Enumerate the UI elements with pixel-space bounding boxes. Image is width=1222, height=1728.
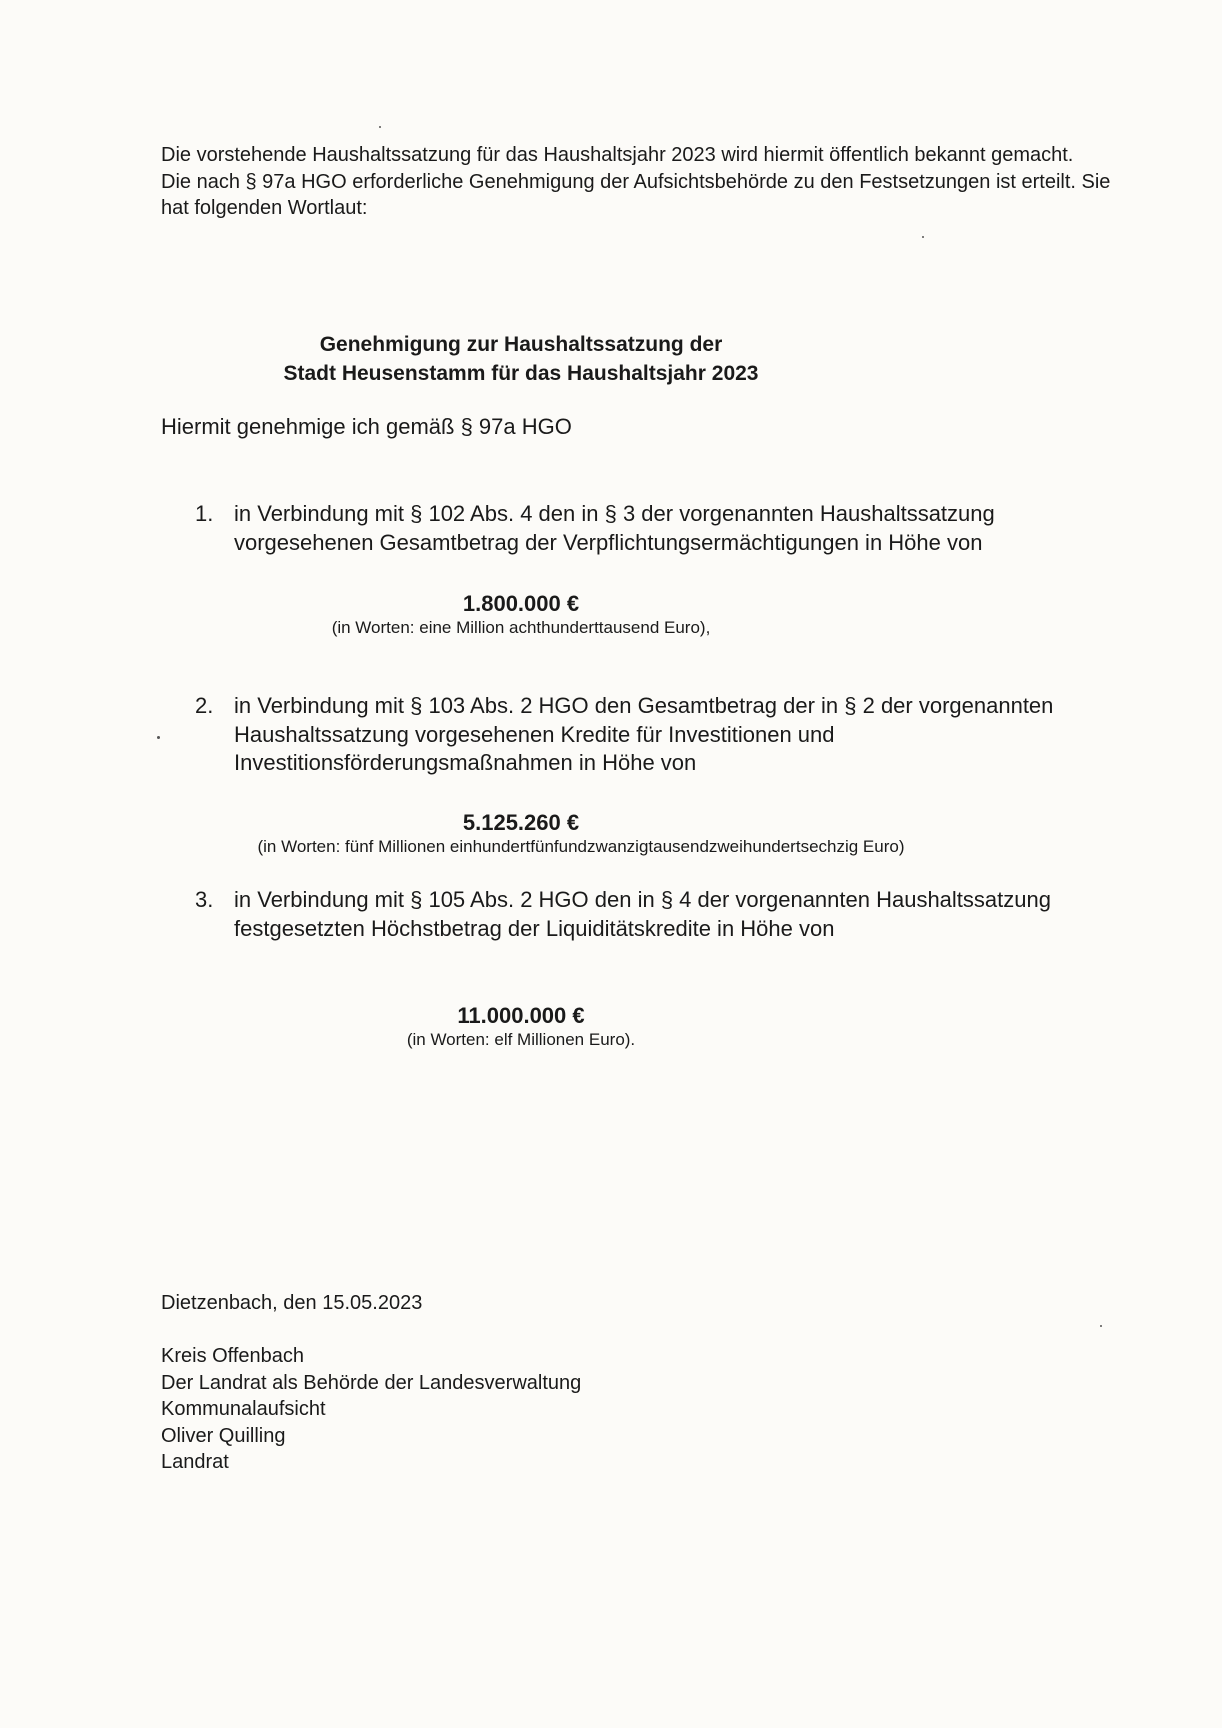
signature-block: [161, 1343, 581, 1476]
approval-item-3: [195, 886, 1095, 943]
title-line-2: Stadt Heusenstamm für das Haushaltsjahr 2023: [283, 362, 759, 385]
title-line-1: Genehmigung zur Haushaltssatzung der: [319, 333, 723, 356]
intro-text: [161, 142, 1121, 222]
signature-line-2: Der Landrat als Behörde der Landesverwaltung: [161, 1371, 582, 1394]
amount-3: 11.000.000 €: [457, 1003, 585, 1028]
approval-item-2: [195, 692, 1095, 778]
signature-line-5: Landrat: [161, 1451, 229, 1473]
amount-1: 1.800.000 €: [462, 591, 580, 616]
place-date: Dietzenbach, den 15.05.2023: [161, 1292, 423, 1314]
scan-speck: [1100, 1325, 1102, 1327]
document-title: [161, 330, 1121, 388]
item-number: 1.: [195, 501, 214, 526]
signature-line-3: Kommunalaufsicht: [161, 1398, 326, 1420]
signature-line-1: Kreis Offenbach: [161, 1345, 305, 1367]
approval-item-1: [195, 500, 1095, 557]
item-number: 3.: [195, 887, 214, 912]
item-text: in Verbindung mit § 102 Abs. 4 den in § 3 der vorgenannten Haushaltssatzung vorgesehenen Gesamtbetrag der Verpflichtungsermächtigungen in Höhe von: [234, 501, 995, 555]
item-text: in Verbindung mit § 105 Abs. 2 HGO den in § 4 der vorgenannten Haushaltssatzung festgesetzten Höchstbetrag der Liquiditätskredite in Höhe von: [234, 887, 1051, 941]
amount-words-1: (in Worten: eine Million achthunderttausend Euro),: [331, 618, 711, 637]
signature-line-4: Oliver Quilling: [161, 1424, 286, 1447]
intro-paragraph-1: Die vorstehende Haushaltssatzung für das Haushaltsjahr 2023 wird hiermit öffentlich bekannt gemacht.: [161, 144, 1074, 166]
scan-speck: [922, 236, 924, 238]
amount-2: 5.125.260 €: [462, 810, 580, 835]
item-number: 2.: [195, 693, 214, 718]
amount-words-2: (in Worten: fünf Millionen einhundertfünfundzwanzigtausendzweihundertsechzig Euro): [257, 837, 905, 856]
intro-paragraph-2: Die nach § 97a HGO erforderliche Genehmigung der Aufsichtsbehörde zu den Festsetzungen ist erteilt. Sie hat folgenden Wortlaut:: [161, 170, 1111, 219]
scan-speck: [379, 126, 381, 128]
amount-words-3: (in Worten: elf Millionen Euro).: [406, 1030, 636, 1049]
approval-lead: Hiermit genehmige ich gemäß § 97a HGO: [161, 414, 572, 439]
item-text: in Verbindung mit § 103 Abs. 2 HGO den Gesamtbetrag der in § 2 der vorgenannten Haushaltssatzung vorgesehenen Kredite für Investitionen und Investitionsförderungsmaßnahmen in Höhe von: [234, 693, 1054, 775]
scan-speck: [157, 736, 160, 739]
